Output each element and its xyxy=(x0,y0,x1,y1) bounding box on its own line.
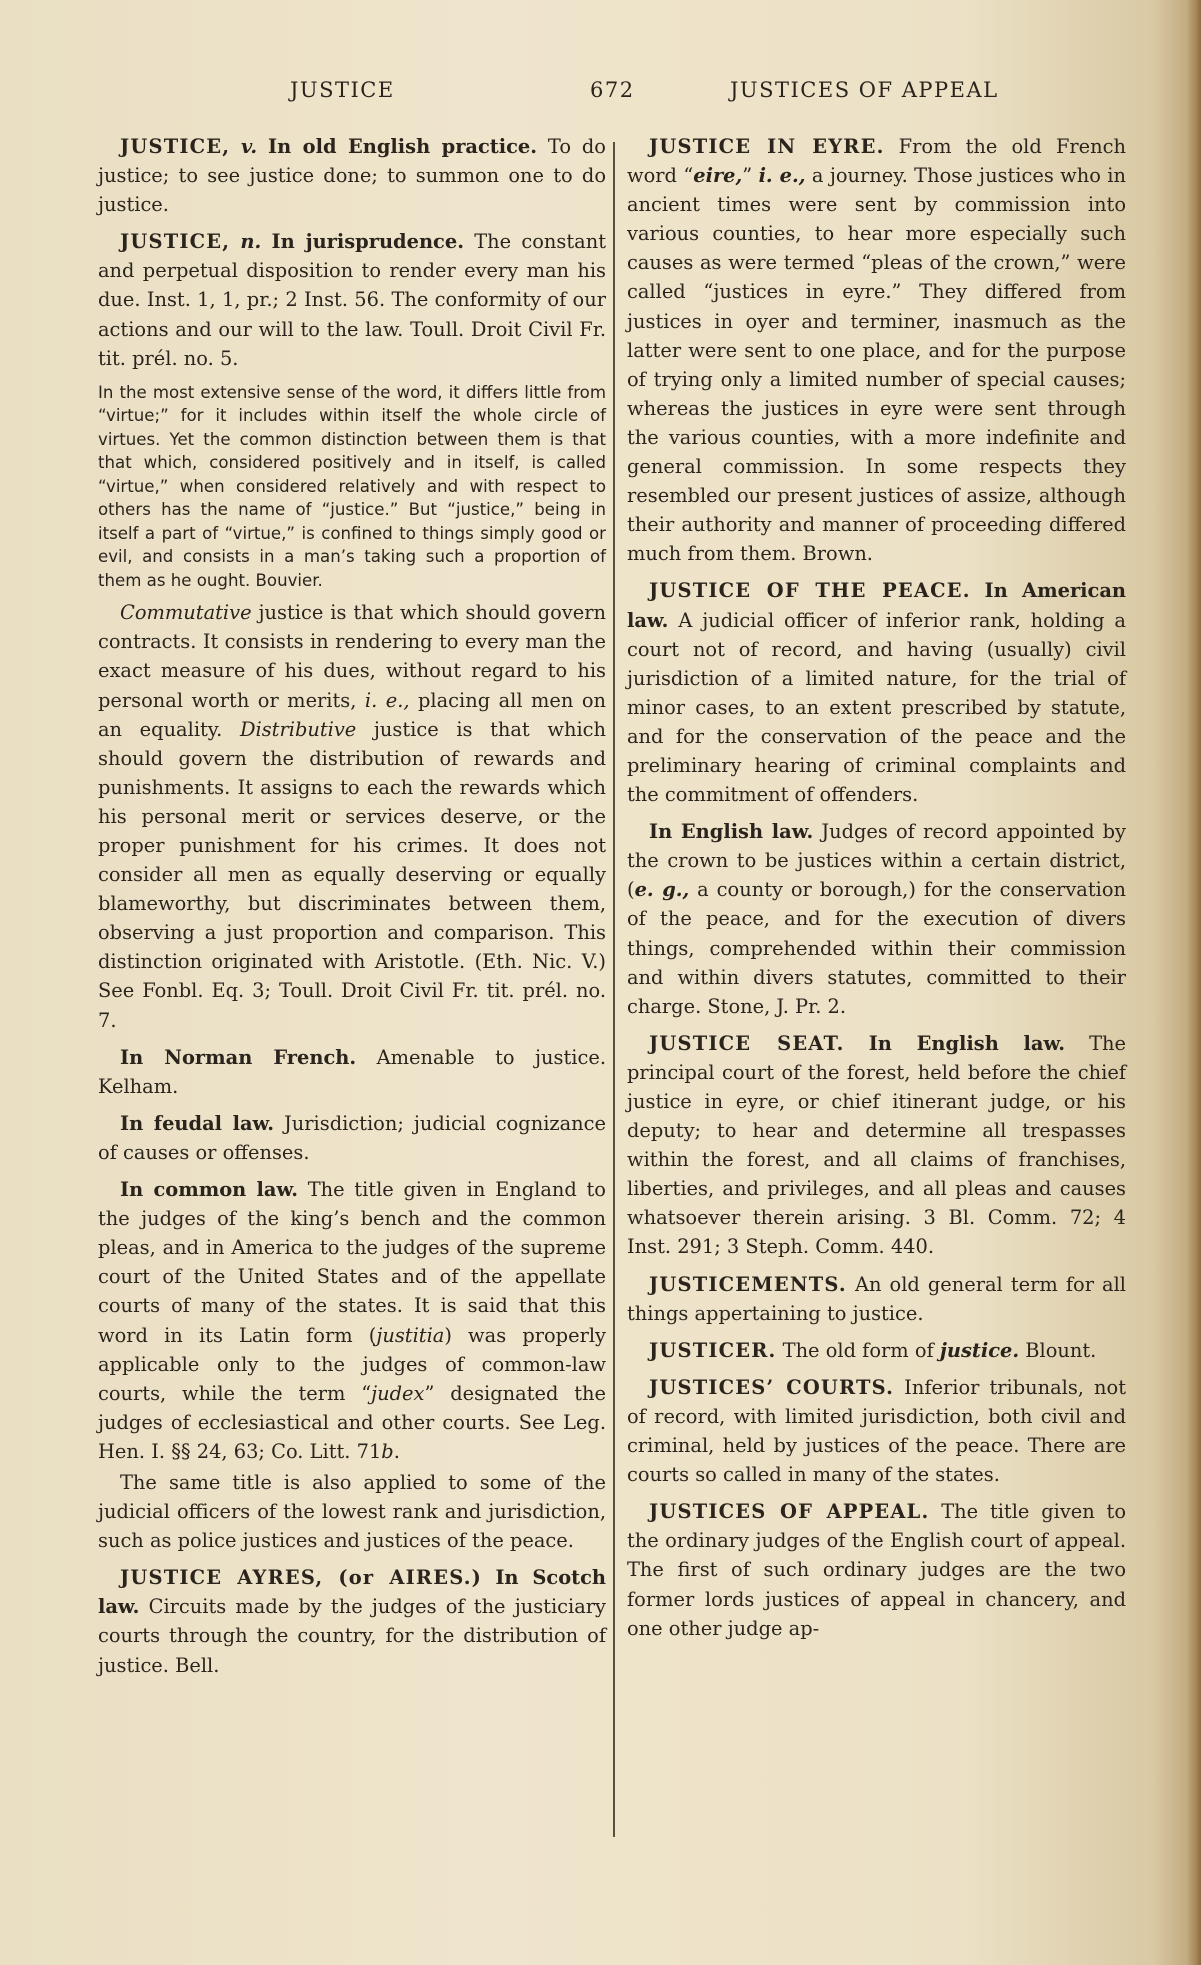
paragraph-commutative-distributive xyxy=(98,598,606,1034)
paragraph-norman-french xyxy=(98,1043,606,1101)
page-edge-shadow xyxy=(1187,0,1201,1965)
entry-term: JUSTICEMENTS. xyxy=(649,1272,847,1296)
page-number: 672 xyxy=(590,78,635,102)
entry-justicements xyxy=(627,1270,1126,1328)
entry-term: JUSTICES’ COURTS. xyxy=(649,1375,895,1399)
italic-abbrev: e. g., xyxy=(634,878,690,902)
small-print-note: In the most extensive sense of the word, it differs little from “virtue;” for it includes within itself the whole circle of virtues. Yet the common distinction between them is that that which, considered positively and in itself, is called “virtue,” when considered relatively and with respect to others has the name of “justice.” But “justice,” being in itself a part of “virtue,” is confined to things simply good or evil, and consists in a man’s taking such a proportion of them as he ought. Bouvier. xyxy=(98,382,606,590)
entry-justice-seat xyxy=(627,1029,1126,1262)
paragraph-text: justice is that which should govern the distribution of rewards and punishments. It assigns to each the rewards which his personal merit or services deserve, or the proper punishment for his crimes. It does not consider all men as equally deserving or equally blameworthy, but discriminates between them, observing a just proportion and comparison. This distinction originated with Aristotle. (Eth. Nic. V.) See Fonbl. Eq. 3; Toull. Droit Civil Fr. tit. prél. no. 7. xyxy=(98,717,606,1032)
paragraph-common-law xyxy=(98,1175,606,1466)
part-of-speech: n. xyxy=(240,230,262,254)
definition-text: An old general term for all things appertaining to justice. xyxy=(627,1272,1126,1325)
paragraph-text: Judges of record appointed by the crown to be justices within a certain district, ( xyxy=(627,820,1126,902)
entry-term: JUSTICE SEAT. xyxy=(649,1031,845,1055)
italic-term: Distributive xyxy=(239,717,357,741)
field-label: In old English practice. xyxy=(268,135,538,158)
entry-justice-noun xyxy=(98,227,606,372)
right-column xyxy=(627,132,1126,1651)
entry-term: JUSTICES OF APPEAL. xyxy=(649,1500,930,1524)
field-label: In Norman French. xyxy=(120,1045,357,1069)
entry-justice-ayres xyxy=(98,1563,606,1679)
paragraph-same-title: The same title is also applied to some of the judicial officers of the lowest rank and jurisdiction, such as police justices and justices of the peace. xyxy=(98,1470,606,1553)
definition-text: From the old French word “ xyxy=(627,135,1126,188)
entry-justice-of-the-peace xyxy=(627,576,1126,809)
entry-justice-verb xyxy=(98,132,606,219)
definition-text: To do justice; to see justice done; to summon one to do justice. xyxy=(98,135,606,217)
field-label: In English law. xyxy=(868,1031,1065,1055)
paragraph-text: Jurisdiction; judicial cognizance of causes or offenses. xyxy=(98,1111,607,1164)
italic-term: eire, xyxy=(693,164,743,188)
paragraph-text: justice is that which should govern contracts. It consists in rendering to every man the exact measure of his dues, without regard to his personal worth or merits, xyxy=(98,601,606,712)
running-header xyxy=(0,78,1201,112)
part-of-speech: v. xyxy=(241,135,258,158)
field-label: In Scotch law. xyxy=(98,1566,607,1619)
italic-term: b xyxy=(381,1439,394,1463)
paragraph-text: ” designated the judges of ecclesiastical and other courts. See Leg. Hen. I. §§ 24, 63; Co. Litt. 71 xyxy=(98,1381,606,1463)
field-label: In English law. xyxy=(649,820,814,844)
field-label: In feudal law. xyxy=(120,1111,275,1135)
entry-justices-courts xyxy=(627,1373,1126,1489)
entry-justices-of-appeal xyxy=(627,1497,1126,1642)
entry-term: JUSTICER. xyxy=(649,1338,777,1362)
definition-text: Blount. xyxy=(1019,1338,1097,1362)
italic-abbrev: i. e., xyxy=(758,164,806,188)
field-label: In jurisprudence. xyxy=(271,230,464,254)
paragraph-text: . xyxy=(393,1439,400,1463)
italic-term: Commutative xyxy=(120,601,252,625)
paragraph-feudal-law xyxy=(98,1109,606,1167)
definition-text: The constant and perpetual disposition to render every man his due. Inst. 1, 1, pr.; 2 Inst. 56. The conformity of our actions and our will to the law. Toull. Droit Civil Fr. tit. prél. no. 5. xyxy=(98,230,606,370)
definition-text: The old form of xyxy=(776,1338,940,1362)
paragraph-text: Amenable to justice. Kelham. xyxy=(98,1045,606,1098)
definition-text: ” xyxy=(742,164,759,188)
entry-term: JUSTICE AYRES, (or AIRES.) xyxy=(120,1566,483,1590)
header-left-guide-word: JUSTICE xyxy=(290,78,395,102)
paragraph-english-law xyxy=(627,817,1126,1021)
entry-term: JUSTICE IN EYRE. xyxy=(649,135,885,158)
definition-text: Circuits made by the judges of the justiciary courts through the country, for the distribution of justice. Bell. xyxy=(98,1595,606,1677)
italic-abbrev: i. e., xyxy=(364,688,410,712)
italic-term: justitia xyxy=(376,1323,445,1347)
definition-text: The title given to the ordinary judges of the English court of appeal. The first of such ordinary judges are the two former lords justices of appeal in chancery, and one other judge ap- xyxy=(627,1500,1126,1640)
definition-text: A judicial officer of inferior rank, holding a court not of record, and having (usually) civil jurisdiction of a limited nature, for the trial of minor cases, to an extent prescribed by statute, and for the conservation of the peace and the preliminary hearing of criminal complaints and the commitment of offenders. xyxy=(627,608,1126,807)
header-right-guide-word: JUSTICES OF APPEAL xyxy=(730,78,999,102)
field-label: In American law. xyxy=(627,579,1126,632)
entry-justicer xyxy=(627,1336,1126,1365)
entry-term: JUSTICE OF THE PEACE. xyxy=(649,579,971,603)
paragraph-text: placing all men on an equality. xyxy=(98,688,606,741)
italic-term: justice. xyxy=(939,1338,1020,1362)
entry-term: JUSTICE, xyxy=(120,135,231,158)
left-column xyxy=(98,132,606,1688)
field-label: In common law. xyxy=(120,1178,298,1202)
entry-term: JUSTICE, xyxy=(120,230,231,254)
definition-text: Inferior tribunals, not of record, with limited jurisdiction, both civil and criminal, held by justices of the peace. There are courts so called in many of the states. xyxy=(627,1375,1126,1487)
italic-term: judex xyxy=(371,1381,425,1405)
paragraph-text: a county or borough,) for the conservation of the peace, and for the execution of divers things, comprehended within their commission and within divers statutes, committed to their charge. Stone, J. Pr. 2. xyxy=(627,878,1126,1018)
paragraph-text: The title given in England to the judges of the king’s bench and the common pleas, and in America to the judges of the supreme court of the United States and of the appellate courts of many of the states. It is said that this word in its Latin form ( xyxy=(98,1178,606,1347)
definition-text: The principal court of the forest, held before the chief justice in eyre, or chief itinerant judge, or his deputy; to hear and determine all trespasses within the forest, and all claims of franchises, liberties, and privileges, and all pleas and causes whatsoever therein arising. 3 Bl. Comm. 72; 4 Inst. 291; 3 Steph. Comm. 440. xyxy=(627,1031,1126,1259)
paragraph-text: ) was properly applicable only to the judges of common-law courts, while the term “ xyxy=(98,1323,606,1405)
column-divider xyxy=(613,142,615,1837)
entry-justice-in-eyre xyxy=(627,132,1126,568)
definition-text: a journey. Those justices who in ancient times were sent by commission into various counties, to hear more especially such causes as were termed “pleas of the crown,” were called “justices in eyre.” They differed from justices in oyer and terminer, inasmuch as the latter were sent to one place, and for the purpose of trying only a limited number of special causes; whereas the justices in eyre were sent through the various counties, with a more indefinite and general commission. In some respects they resembled our present justices of assize, although their authority and manner of proceeding differed much from them. Brown. xyxy=(627,164,1126,566)
